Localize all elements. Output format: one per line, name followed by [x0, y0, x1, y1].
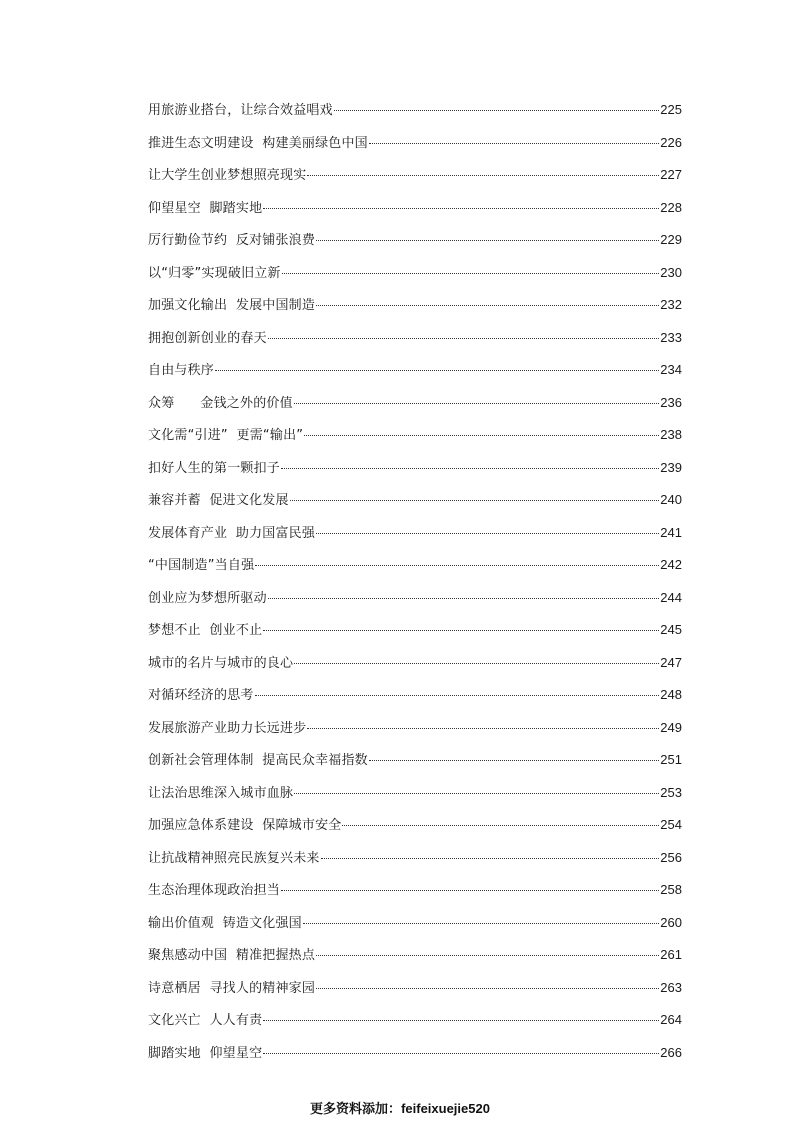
toc-dot-leader [321, 858, 660, 859]
toc-dot-leader [290, 500, 660, 501]
toc-dot-leader [268, 598, 659, 599]
toc-entry-title: 以“归零”实现破旧立新 [148, 265, 281, 281]
footer-contact: feifeixuejie520 [401, 1101, 490, 1116]
footer-note [0, 1098, 800, 1117]
toc-entry-page-number: 240 [660, 492, 682, 507]
toc-entry-title: 输出价值观 铸造文化强国 [148, 915, 302, 931]
toc-entry[interactable] [148, 521, 682, 554]
toc-entry-title: 文化需“引进” 更需“输出” [148, 428, 304, 443]
footer-label: 更多资料添加： [310, 1102, 402, 1117]
toc-entry-page-number: 266 [660, 1044, 682, 1060]
toc-dot-leader [255, 695, 660, 696]
toc-entry[interactable] [148, 326, 682, 359]
toc-entry[interactable] [148, 716, 682, 749]
toc-dot-leader [263, 208, 659, 209]
toc-dot-leader [316, 240, 659, 241]
toc-entry-title: 仰望星空 脚踏实地 [148, 200, 263, 216]
toc-dot-leader [304, 435, 659, 436]
toc-entry-title: 创业应为梦想所驱动 [148, 590, 267, 606]
toc-entry-title: 对循环经济的思考 [148, 688, 254, 703]
toc-entry-title: 让抗战精神照亮民族复兴未来 [148, 850, 320, 866]
toc-entry[interactable] [148, 358, 682, 391]
toc-entry-page-number: 244 [660, 589, 682, 605]
toc-entry[interactable] [148, 943, 682, 976]
toc-entry-page-number: 226 [660, 134, 682, 150]
toc-entry-title: 文化兴亡 人人有责 [148, 1013, 263, 1028]
toc-entry-title: 梦想不止 创业不止 [148, 623, 263, 638]
toc-dot-leader [334, 110, 659, 111]
toc-entry-page-number: 238 [660, 427, 682, 442]
toc-dot-leader [294, 663, 659, 664]
toc-entry-page-number: 227 [660, 167, 682, 182]
toc-dot-leader [263, 1020, 659, 1021]
toc-entry-page-number: 245 [660, 622, 682, 637]
toc-entry[interactable] [148, 228, 682, 261]
toc-dot-leader [263, 630, 659, 631]
toc-entry-title: 让法治思维深入城市血脉 [148, 785, 294, 801]
toc-entry[interactable] [148, 683, 682, 716]
toc-entry-page-number: 256 [660, 849, 682, 865]
toc-entry[interactable] [148, 878, 682, 911]
toc-entry[interactable] [148, 456, 682, 489]
toc-entry-page-number: 253 [660, 784, 682, 800]
toc-entry-title: 用旅游业搭台，让综合效益唱戏 [148, 103, 333, 118]
toc-entry-page-number: 242 [660, 557, 682, 572]
toc-entry[interactable] [148, 196, 682, 229]
toc-entry[interactable] [148, 586, 682, 619]
toc-entry-page-number: 258 [660, 882, 682, 897]
toc-dot-leader [307, 175, 659, 176]
toc-entry[interactable] [148, 911, 682, 944]
toc-entry[interactable] [148, 553, 682, 586]
toc-entry-title: 兼容并蓄 促进文化发展 [148, 493, 289, 508]
toc-dot-leader [303, 923, 659, 924]
toc-entry[interactable] [148, 748, 682, 781]
toc-dot-leader [316, 955, 659, 956]
toc-dot-leader [316, 988, 659, 989]
toc-dot-leader [263, 1053, 659, 1054]
toc-entry[interactable] [148, 781, 682, 814]
toc-dot-leader [255, 565, 659, 566]
toc-entry[interactable] [148, 261, 682, 294]
toc-entry-title: 加强应急体系建设 保障城市安全 [148, 818, 342, 833]
toc-entry-page-number: 260 [660, 914, 682, 930]
toc-entry[interactable] [148, 651, 682, 684]
toc-entry-page-number: 241 [660, 524, 682, 540]
toc-entry-page-number: 225 [660, 102, 682, 117]
toc-entry-title: 推进生态文明建设 构建美丽绿色中国 [148, 135, 368, 151]
toc-entry-page-number: 236 [660, 394, 682, 410]
toc-dot-leader [369, 143, 659, 144]
toc-entry[interactable] [148, 1041, 682, 1074]
toc-entry-title: 城市的名片与城市的良心 [148, 655, 294, 671]
toc-entry[interactable] [148, 131, 682, 164]
toc-entry-title: “中国制造”当自强 [148, 558, 255, 573]
toc-dot-leader [281, 890, 659, 891]
toc-entry-title: 生态治理体现政治担当 [148, 883, 281, 898]
toc-entry-page-number: 249 [660, 719, 682, 735]
toc-entry[interactable] [148, 846, 682, 879]
toc-dot-leader [307, 728, 659, 729]
toc-entry-title: 创新社会管理体制 提高民众幸福指数 [148, 753, 368, 768]
toc-entry[interactable] [148, 976, 682, 1009]
toc-dot-leader [342, 825, 659, 826]
toc-entry-title: 让大学生创业梦想照亮现实 [148, 168, 307, 183]
toc-entry[interactable] [148, 813, 682, 846]
toc-entry-title: 发展旅游产业助力长远进步 [148, 720, 307, 736]
toc-dot-leader [281, 468, 659, 469]
toc-entry-page-number: 263 [660, 979, 682, 995]
toc-entry-title: 拥抱创新创业的春天 [148, 330, 267, 346]
toc-entry[interactable] [148, 163, 682, 196]
toc-entry-page-number: 234 [660, 362, 682, 377]
toc-entry-page-number: 233 [660, 329, 682, 345]
toc-entry[interactable] [148, 293, 682, 326]
toc-entry-title: 厉行勤俭节约 反对铺张浪费 [148, 233, 316, 248]
toc-dot-leader [215, 370, 659, 371]
toc-entry-page-number: 229 [660, 232, 682, 247]
toc-entry[interactable] [148, 98, 682, 131]
toc-entry-page-number: 239 [660, 459, 682, 475]
toc-dot-leader [268, 338, 659, 339]
toc-dot-leader [294, 403, 660, 404]
toc-entry-title: 发展体育产业 助力国富民强 [148, 525, 316, 541]
toc-entry[interactable] [148, 423, 682, 456]
toc-dot-leader [294, 793, 659, 794]
toc-dot-leader [316, 533, 659, 534]
toc-entry-page-number: 261 [660, 947, 682, 962]
toc-dot-leader [282, 273, 660, 274]
toc-entry-page-number: 230 [660, 264, 682, 280]
toc-entry-page-number: 264 [660, 1012, 682, 1027]
toc-entry-title: 脚踏实地 仰望星空 [148, 1045, 263, 1061]
toc-entry-title: 诗意栖居 寻找人的精神家园 [148, 980, 316, 996]
toc-entry-page-number: 251 [660, 752, 682, 767]
toc-entry-title: 扣好人生的第一颗扣子 [148, 460, 281, 476]
toc-entry-page-number: 247 [660, 654, 682, 670]
table-of-contents [148, 98, 682, 1073]
toc-entry-page-number: 232 [660, 297, 682, 312]
toc-entry-page-number: 248 [660, 687, 682, 702]
toc-entry-page-number: 254 [660, 817, 682, 832]
toc-entry-page-number: 228 [660, 199, 682, 215]
toc-entry[interactable] [148, 488, 682, 521]
toc-entry-title: 自由与秩序 [148, 363, 215, 378]
toc-entry[interactable] [148, 1008, 682, 1041]
toc-dot-leader [316, 305, 659, 306]
toc-entry-title: 聚焦感动中国 精准把握热点 [148, 948, 316, 963]
toc-entry-title: 众筹 金钱之外的价值 [148, 395, 293, 411]
toc-entry[interactable] [148, 391, 682, 424]
toc-entry-title: 加强文化输出 发展中国制造 [148, 298, 316, 313]
toc-entry[interactable] [148, 618, 682, 651]
toc-dot-leader [369, 760, 659, 761]
